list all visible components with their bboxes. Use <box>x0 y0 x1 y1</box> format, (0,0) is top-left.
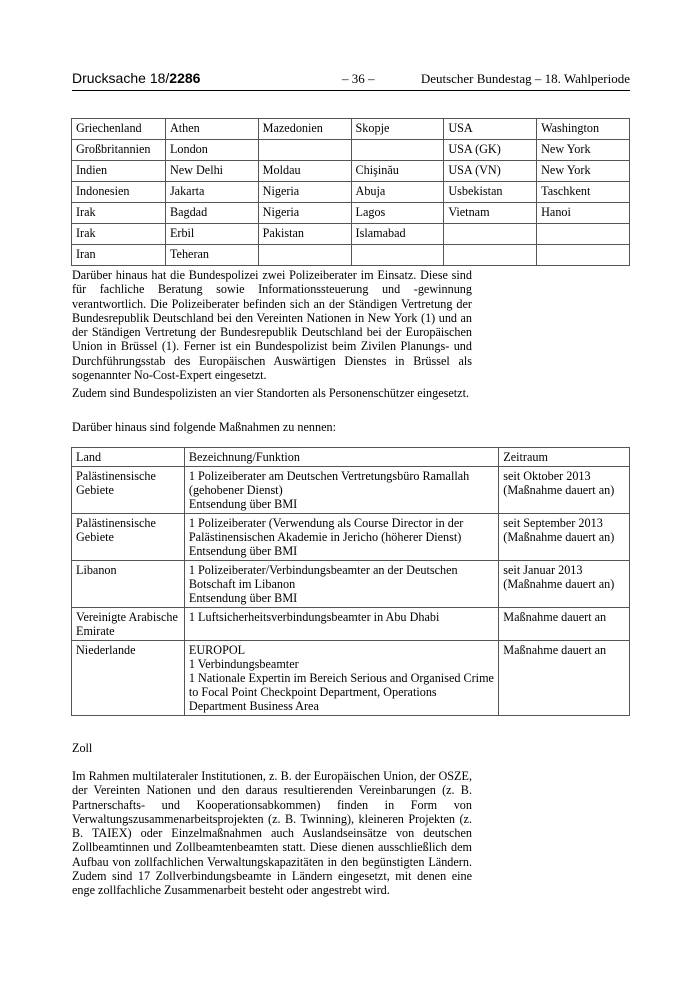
table-cell: Nigeria <box>258 203 351 224</box>
table-row <box>72 182 630 203</box>
paragraph-massnahmen-intro: Darüber hinaus sind folgende Maßnahmen zu nennen: <box>72 420 336 434</box>
table-row <box>72 224 630 245</box>
measure-zeitraum: seit Januar 2013 (Maßnahme dauert an) <box>499 561 630 608</box>
header-land: Land <box>72 448 185 467</box>
paragraph-personenschuetzer: Zudem sind Bundespolizisten an vier Standorten als Personenschützer eingesetzt. <box>72 386 470 400</box>
table-cell: Großbritannien <box>72 140 166 161</box>
header-title: Deutscher Bundestag – 18. Wahlperiode <box>420 71 630 86</box>
measure-land: Palästinensische Gebiete <box>72 514 185 561</box>
measure-land: Libanon <box>72 561 185 608</box>
table-cell: Teheran <box>165 245 258 266</box>
measure-row <box>72 641 630 716</box>
table-cell: Skopje <box>351 119 444 140</box>
table-cell: Iran <box>72 245 166 266</box>
table-cell: Jakarta <box>165 182 258 203</box>
page-number: – 36 – <box>342 71 375 86</box>
measure-funktion: 1 Polizeiberater am Deutschen Vertretungsbüro Ramallah (gehobener Dienst) Entsendung über BMI <box>184 467 498 514</box>
table-cell: Washington <box>537 119 630 140</box>
table-cell: London <box>165 140 258 161</box>
measure-land: Palästinensische Gebiete <box>72 467 185 514</box>
measure-funktion: EUROPOL 1 Verbindungsbeamter 1 Nationale Expertin im Bereich Serious and Organised Crime to Focal Point Checkpoint Department, Operations Department Business Area <box>184 641 498 716</box>
table-cell: Usbekistan <box>444 182 537 203</box>
measure-row <box>72 608 630 641</box>
measure-funktion: 1 Polizeiberater/Verbindungsbeamter an der Deutschen Botschaft im Libanon Entsendung über BMI <box>184 561 498 608</box>
table-cell: Erbil <box>165 224 258 245</box>
measure-funktion: 1 Luftsicherheitsverbindungsbeamter in Abu Dhabi <box>184 608 498 641</box>
measure-zeitraum: seit Oktober 2013 (Maßnahme dauert an) <box>499 467 630 514</box>
table-cell <box>537 245 630 266</box>
header-zeitraum: Zeitraum <box>499 448 630 467</box>
table-cell: Chişinău <box>351 161 444 182</box>
table-row <box>72 245 630 266</box>
table-cell: Nigeria <box>258 182 351 203</box>
measure-zeitraum: seit September 2013 (Maßnahme dauert an) <box>499 514 630 561</box>
measure-land: Vereinigte Arabische Emirate <box>72 608 185 641</box>
measures-header-row <box>72 448 630 467</box>
table-cell: Vietnam <box>444 203 537 224</box>
header-funktion: Bezeichnung/Funktion <box>184 448 498 467</box>
measure-land: Niederlande <box>72 641 185 716</box>
table-cell: Moldau <box>258 161 351 182</box>
table-cell <box>258 140 351 161</box>
table-cell <box>537 224 630 245</box>
table-cell <box>351 140 444 161</box>
table-cell: Bagdad <box>165 203 258 224</box>
table-row <box>72 203 630 224</box>
measure-funktion: 1 Polizeiberater (Verwendung als Course Director in der Palästinensischen Akademie in Jericho (höherer Dienst) Entsendung über BMI <box>184 514 498 561</box>
table-cell: Taschkent <box>537 182 630 203</box>
measures-table <box>71 447 630 716</box>
table-row <box>72 140 630 161</box>
table-cell: USA (GK) <box>444 140 537 161</box>
table-cell: Hanoi <box>537 203 630 224</box>
embassy-table <box>71 118 630 266</box>
table-cell: Lagos <box>351 203 444 224</box>
table-cell: Irak <box>72 203 166 224</box>
table-cell: New York <box>537 161 630 182</box>
paragraph-polizeiberater: Darüber hinaus hat die Bundespolizei zwei Polizeiberater im Einsatz. Diese sind für fachliche Beratung sowie Informationssteuerung und -gewinnung verantwortlich. Die Polizeiberater befinden sich an der Ständigen Vertretung der Bundesrepublik Deutschland bei den Vereinten Nationen in New York (1) und an der Ständigen Vertretung der Bundesrepublik Deutschland bei der Europäischen Union in Brüssel (1). Ferner ist ein Bundespolizist beim Zivilen Planungs- und Durchführungsstab des Europäischen Auswärtigen Dienstes in Brüssel als sogenannter No-Cost-Expert eingesetzt. <box>72 268 472 383</box>
table-cell <box>258 245 351 266</box>
measure-row <box>72 467 630 514</box>
page-header <box>72 70 630 91</box>
table-cell <box>444 224 537 245</box>
table-cell: Irak <box>72 224 166 245</box>
table-cell: Abuja <box>351 182 444 203</box>
table-cell: USA <box>444 119 537 140</box>
table-cell: USA (VN) <box>444 161 537 182</box>
table-cell: Mazedonien <box>258 119 351 140</box>
table-cell: Indonesien <box>72 182 166 203</box>
table-cell <box>444 245 537 266</box>
paragraph-zoll: Im Rahmen multilateraler Institutionen, z. B. der Europäischen Union, der OSZE, der Vereinten Nationen und den daraus resultierenden Vereinbarungen (z. B. Partnerschafts- und Kooperationsabkommen) finden in Form von Verwaltungszusammenarbeitsprojekten (z. B. Twinning), kleineren Projekten (z. B. TAIEX) oder Einzelmaßnahmen auch Auslandseinsätze von deutschen Zollbeamtinnen und Zollbeamtenbeamten statt. Diese dienen ausschließlich dem Aufbau von zollfachlichen Verwaltungskapazitäten in den begünstigten Ländern. Zudem sind 17 Zollverbindungsbeamte in Ländern eingesetzt, mit denen eine enge zollfachliche Zusammenarbeit besteht oder angestrebt wird. <box>72 769 472 898</box>
table-row <box>72 161 630 182</box>
table-cell: Athen <box>165 119 258 140</box>
measure-row <box>72 514 630 561</box>
table-cell: Pakistan <box>258 224 351 245</box>
measure-row <box>72 561 630 608</box>
table-cell: New York <box>537 140 630 161</box>
table-row <box>72 119 630 140</box>
table-cell: New Delhi <box>165 161 258 182</box>
table-cell <box>351 245 444 266</box>
table-cell: Griechenland <box>72 119 166 140</box>
measure-zeitraum: Maßnahme dauert an <box>499 608 630 641</box>
table-cell: Indien <box>72 161 166 182</box>
table-cell: Islamabad <box>351 224 444 245</box>
document-number: Drucksache 18/2286 <box>72 70 201 86</box>
measure-zeitraum: Maßnahme dauert an <box>499 641 630 716</box>
section-heading-zoll: Zoll <box>72 741 93 755</box>
